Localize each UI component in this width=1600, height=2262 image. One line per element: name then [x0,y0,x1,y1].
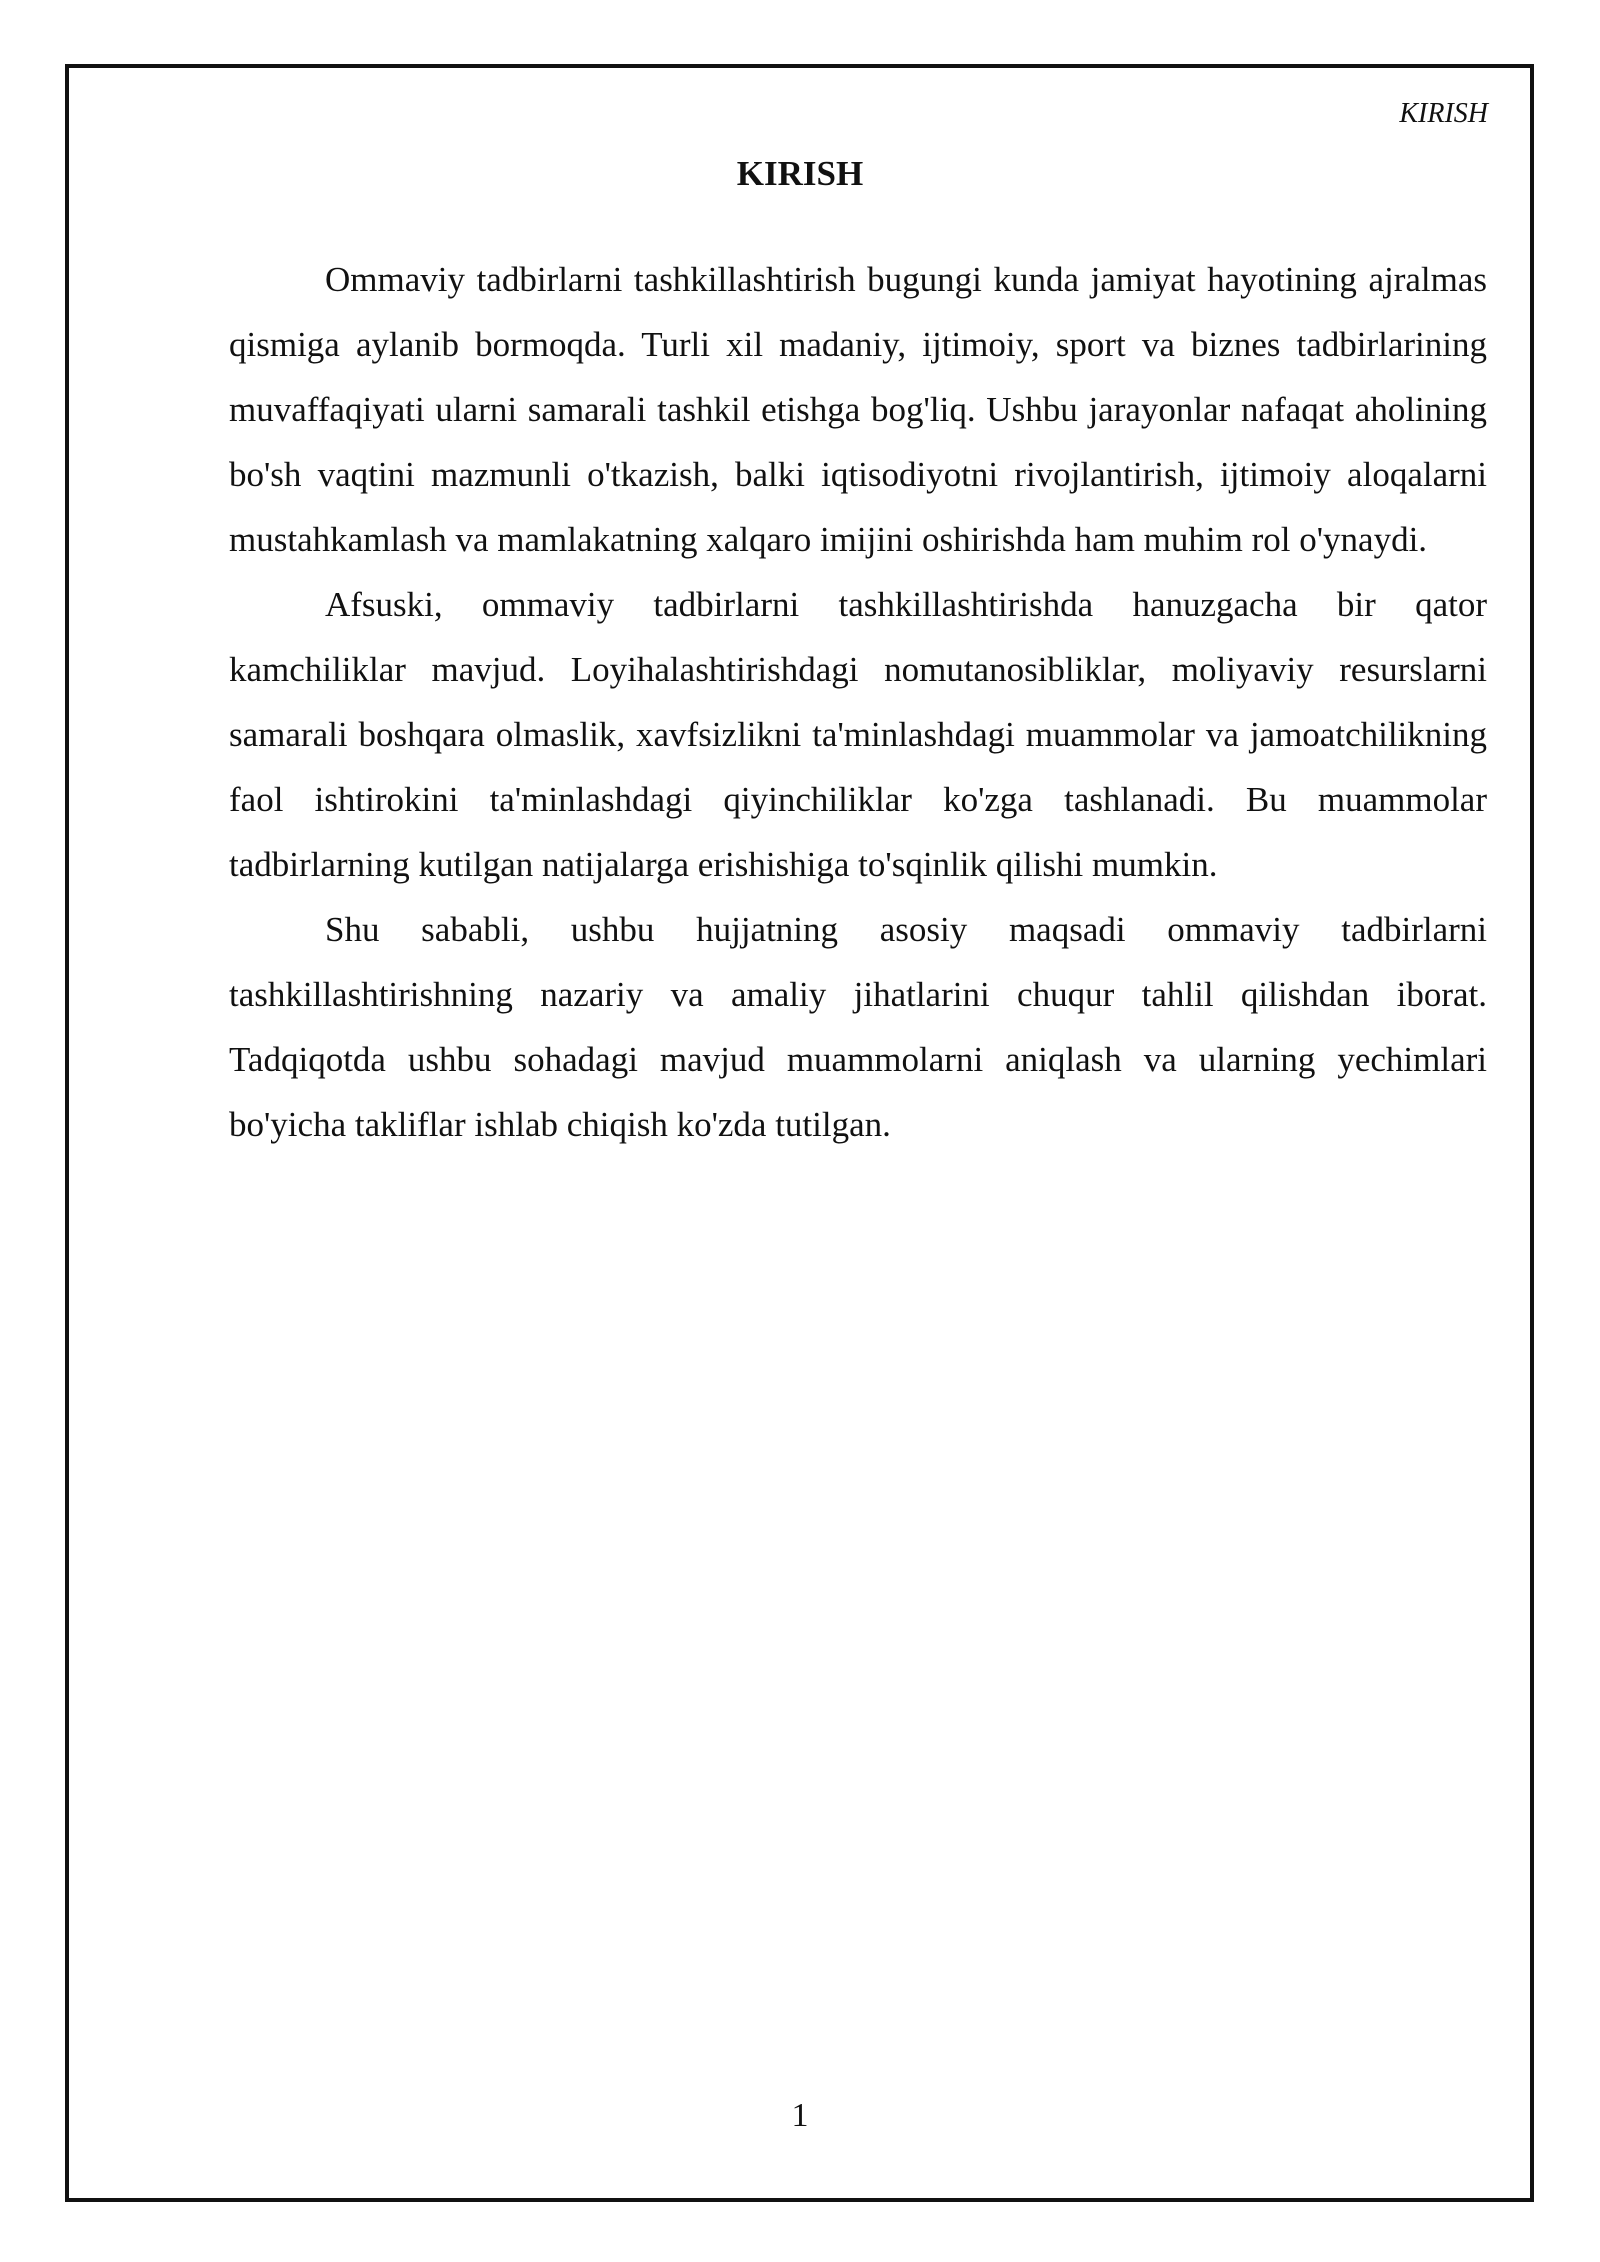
paragraph-purpose: Shu sababli, ushbu hujjatning asosiy maqsadi ommaviy tadbirlarni tashkillashtirishning nazariy va amaliy jihatlarini chuqur tahlil qilishdan iborat. Tadqiqotda ushbu sohadagi mavjud muammolarni aniqlash va ularning yechimlari bo'yicha takliflar ishlab chiqish ko'zda tutilgan. [229,910,1487,1144]
paragraph-problems: Afsuski, ommaviy tadbirlarni tashkillashtirishda hanuzgacha bir qator kamchiliklar mavjud. Loyihalashtirishdagi nomutanosibliklar, moliyaviy resurslarni samarali boshqara olmaslik, xavfsizlikni ta'minlashdagi muammolar va jamoatchilikning faol ishtirokini ta'minlashdagi qiyinchiliklar ko'zga tashlanadi. Bu muammolar tadbirlarning kutilgan natijalarga erishishiga to'sqinlik qilishi mumkin. [229,585,1487,884]
running-header: KIRISH [1399,98,1488,129]
section-heading: KIRISH [736,154,864,193]
body-text [229,247,1487,1157]
paragraph-intro: Ommaviy tadbirlarni tashkillashtirish bugungi kunda jamiyat hayotining ajralmas qismiga aylanib bormoqda. Turli xil madaniy, ijtimoiy, sport va biznes tadbirlarining muvaffaqiyati ularni samarali tashkil etishga bog'liq. Ushbu jarayonlar nafaqat aholining bo'sh vaqtini mazmunli o'tkazish, balki iqtisodiyotni rivojlantirish, ijtimoiy aloqalarni mustahkamlash va mamlakatning xalqaro imijini oshirishda ham muhim rol o'ynaydi. [229,260,1487,559]
page-number: 1 [791,2097,809,2134]
